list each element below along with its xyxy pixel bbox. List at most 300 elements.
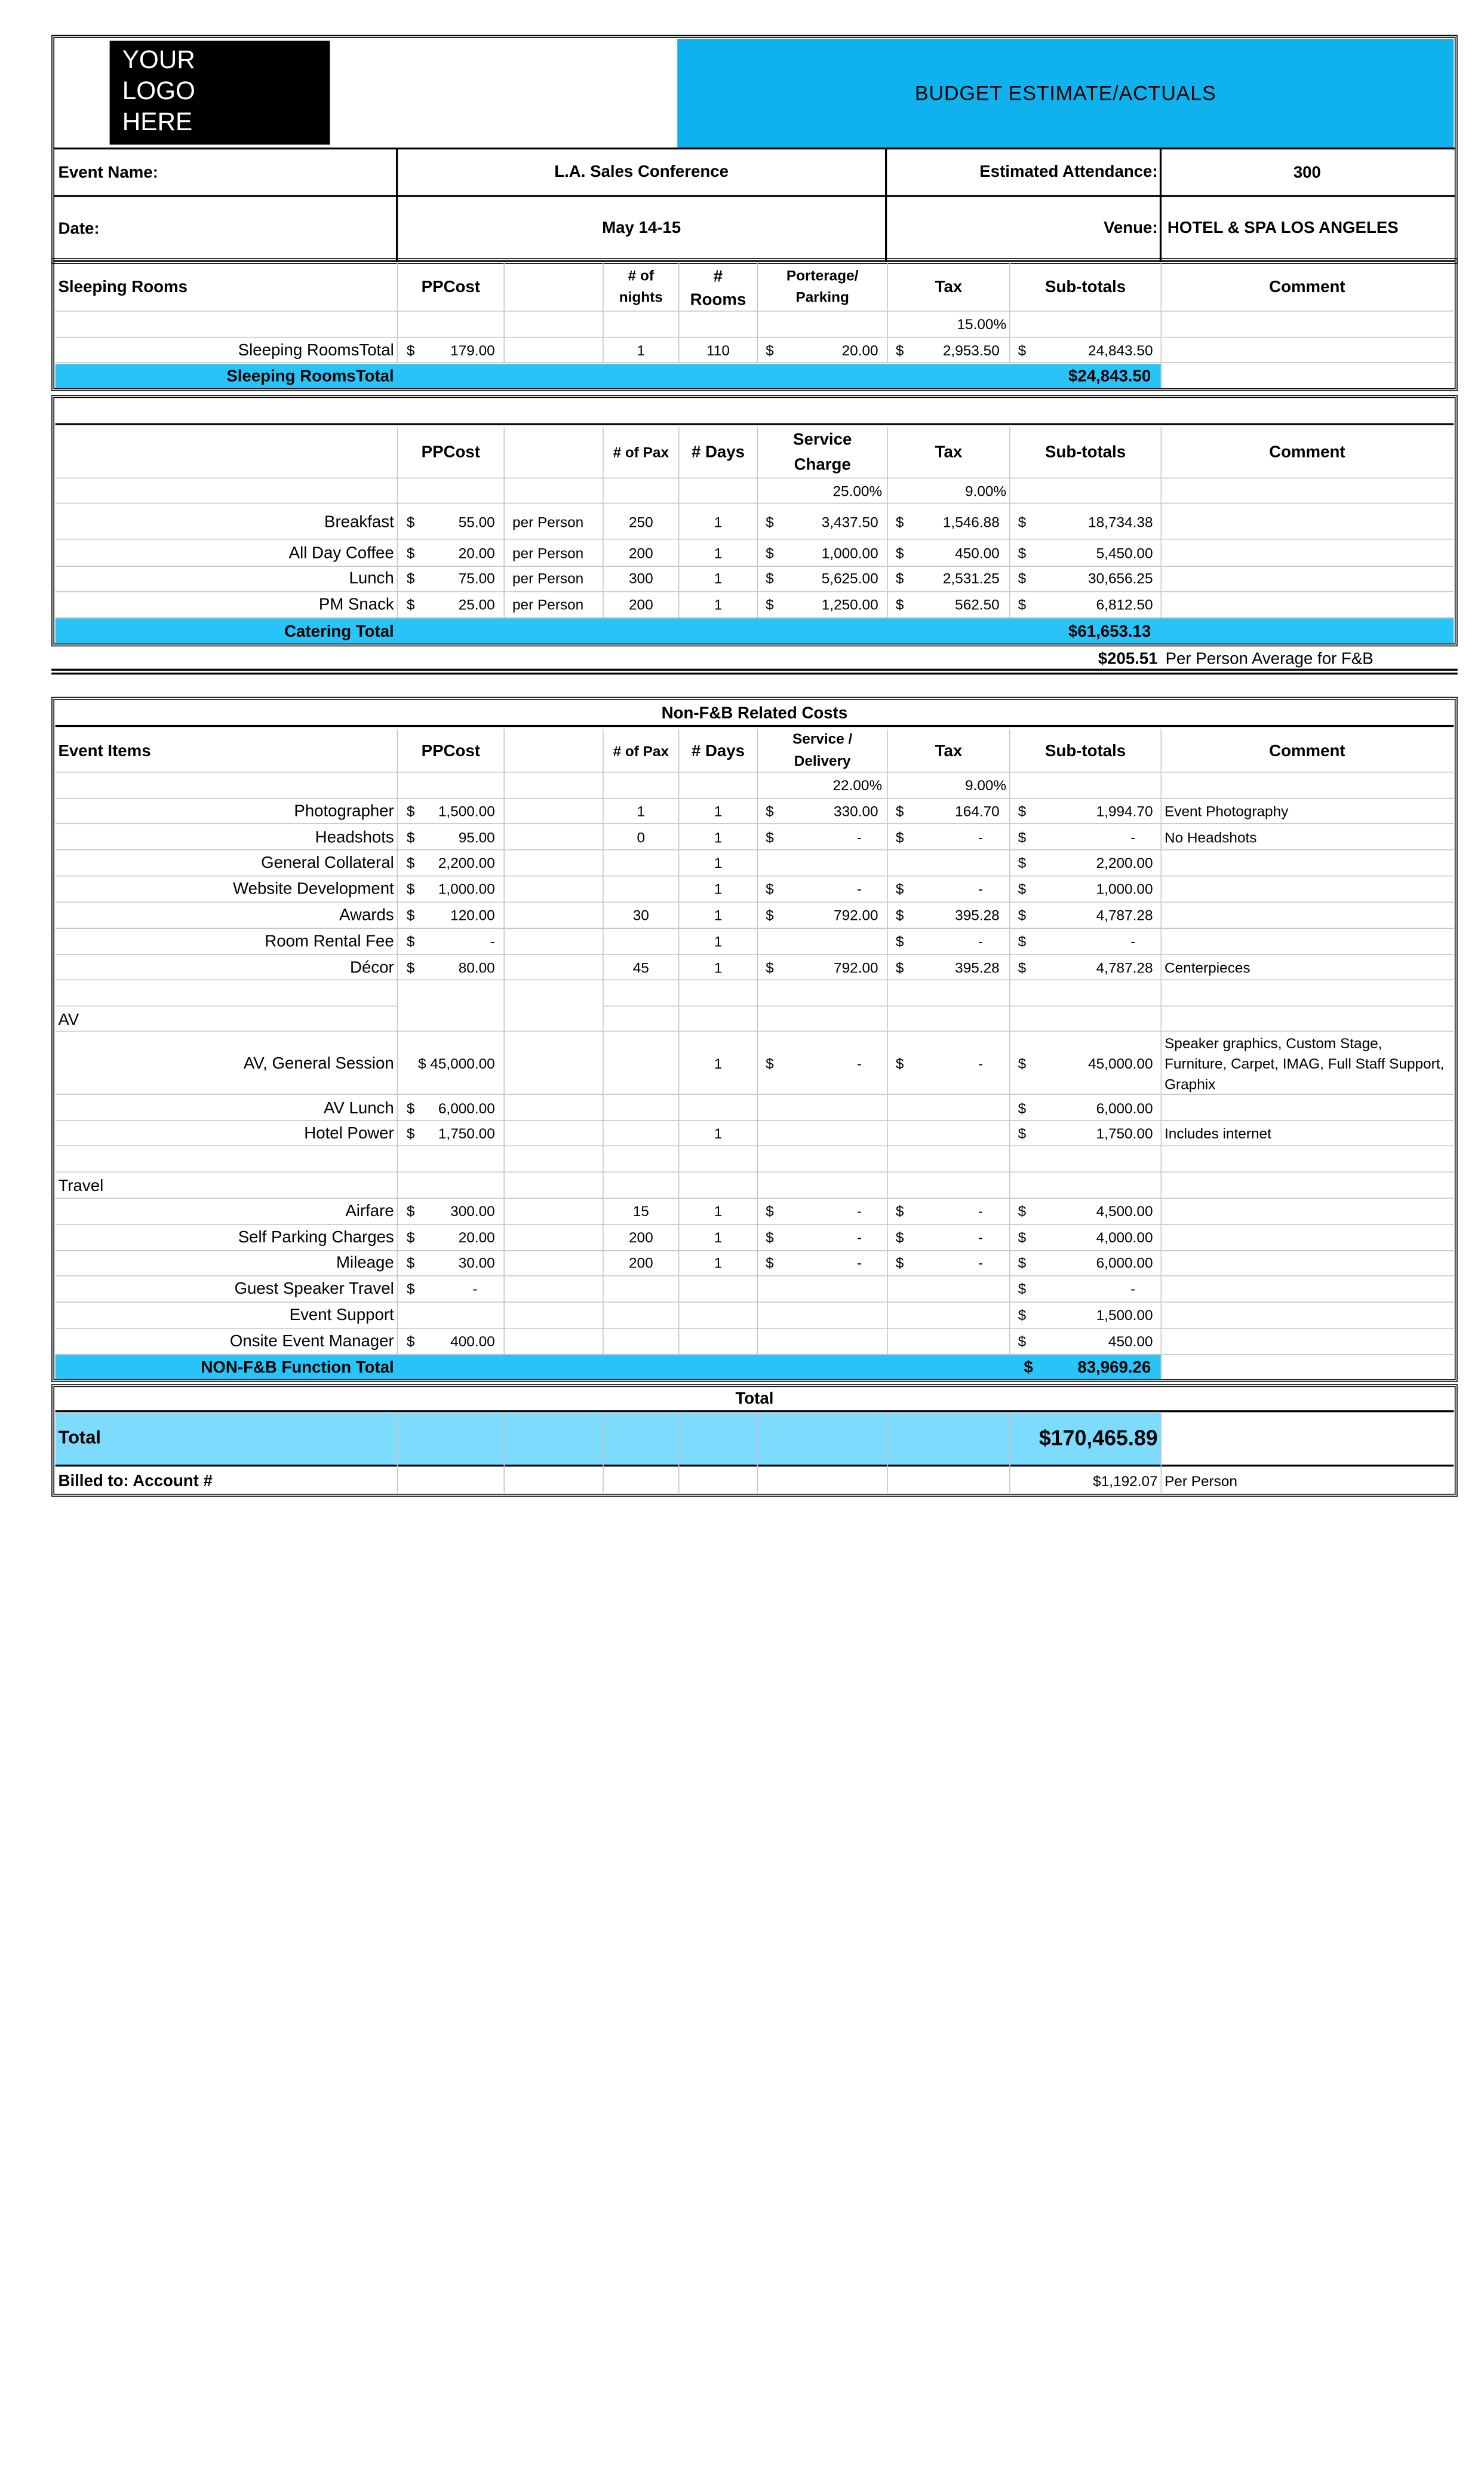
currency: $ (766, 545, 774, 562)
currency: $ (766, 570, 774, 588)
currency: $ (895, 830, 904, 846)
currency: $ (1018, 1100, 1027, 1118)
cell: 200 (628, 597, 653, 613)
non-fb-total-value: 83,969.26 (1077, 1358, 1151, 1377)
cell: - (856, 830, 862, 846)
currency: $ (1018, 830, 1027, 846)
divider (56, 928, 1454, 929)
grand-total-bar (56, 1413, 1161, 1465)
currency: $ (1018, 1056, 1027, 1073)
currency: $ (766, 1056, 774, 1073)
currency: $ (766, 1204, 774, 1220)
divider (397, 1032, 398, 1355)
sleeping-total-value: $24,843.50 (1068, 367, 1151, 386)
cell: - (978, 1056, 984, 1073)
divider (887, 729, 888, 1355)
cell: 55.00 (458, 514, 495, 531)
row-label: Sleeping RoomsTotal (238, 340, 394, 360)
date-label: Date: (58, 219, 100, 238)
currency: $ (1018, 855, 1027, 872)
service-rate: 22.00% (832, 777, 883, 794)
cell: 1 (714, 907, 723, 924)
divider (503, 729, 505, 1355)
cell: 110 (706, 342, 730, 360)
cell: 1,250.00 (821, 597, 878, 613)
currency: $ (1018, 342, 1027, 360)
currency: $ (766, 342, 774, 360)
divider (56, 725, 1454, 727)
col-header: PPCost (421, 443, 480, 461)
cell: 200 (628, 1229, 653, 1247)
cell: 1,000.00 (821, 545, 878, 562)
currency: $ (406, 514, 415, 531)
currency: $ (406, 1204, 415, 1220)
currency: $ (895, 960, 904, 977)
cell: 15 (632, 1204, 649, 1220)
cell: 179.00 (450, 342, 495, 360)
cell: 18,734.38 (1088, 514, 1153, 531)
currency: $ (766, 1255, 774, 1272)
cell: - (490, 934, 495, 950)
currency: $ (895, 881, 904, 898)
divider (56, 478, 1454, 479)
currency: $ (1024, 1358, 1033, 1377)
cell: 1 (714, 855, 723, 872)
cell: 3,437.50 (821, 514, 878, 531)
col-header: Delivery (794, 753, 851, 770)
currency: $ (895, 514, 904, 531)
cell: 45,000.00 (1088, 1056, 1153, 1073)
cell: 1 (714, 545, 723, 562)
col-header: Sub-totals (1045, 741, 1126, 760)
col-header: Service / (792, 730, 853, 748)
divider (56, 1031, 1454, 1032)
cell: 1 (714, 570, 723, 588)
currency: $ (1018, 545, 1027, 562)
row-label: PM Snack (318, 595, 394, 613)
currency: $ (1018, 597, 1027, 613)
cell: per Person (512, 570, 584, 588)
currency: $ (895, 934, 904, 950)
cell: 5,625.00 (821, 570, 878, 588)
travel-group-label: Travel (58, 1176, 104, 1195)
col-header: Rooms (690, 290, 746, 309)
cell: - (856, 1204, 862, 1220)
currency: $ (1018, 1281, 1027, 1298)
cell: 25.00 (458, 597, 495, 613)
col-header: Porterage/ (786, 268, 859, 285)
comment: Includes internet (1165, 1126, 1271, 1143)
currency: $ (1018, 1307, 1027, 1324)
col-header: Sub-totals (1045, 277, 1126, 296)
divider (56, 503, 1454, 504)
currency: $ (1018, 960, 1027, 977)
currency: $ (895, 803, 904, 821)
currency: $ (1018, 803, 1027, 821)
logo-line: LOGO (122, 75, 195, 105)
cell: 6,000.00 (438, 1100, 495, 1118)
cell: 200 (628, 545, 653, 562)
cell: 30 (632, 907, 649, 924)
row-label: General Collateral (261, 853, 394, 872)
currency: $ (766, 803, 774, 821)
cell: 1 (714, 1204, 723, 1220)
service-rate: 25.00% (832, 483, 883, 500)
col-header: Tax (935, 741, 963, 760)
currency: $ (766, 881, 774, 898)
currency: $ (1018, 907, 1027, 924)
currency: $ (766, 830, 774, 846)
col-header: Comment (1269, 443, 1345, 461)
cell: 330.00 (834, 803, 878, 821)
comment: Event Photography (1165, 803, 1289, 821)
row-label: Airfare (345, 1201, 394, 1220)
row-label: AV, General Session (243, 1054, 394, 1073)
logo-placeholder (110, 41, 330, 145)
currency: $ (1018, 514, 1027, 531)
divider (56, 566, 1454, 567)
page-title: BUDGET ESTIMATE/ACTUALS (914, 82, 1216, 105)
per-person-label: Per Person (1165, 1473, 1237, 1490)
cell: 2,200.00 (438, 855, 495, 872)
divider (56, 311, 1454, 312)
cell: 45 (632, 960, 649, 977)
currency: $ (406, 1333, 415, 1350)
cell: per Person (512, 597, 584, 613)
cell: 120.00 (450, 907, 495, 924)
currency: $ (1018, 881, 1027, 898)
cell: 164.70 (955, 803, 1000, 821)
event-name-label: Event Name: (58, 163, 158, 182)
divider (56, 849, 1454, 851)
row-label: Website Development (233, 879, 394, 898)
grand-total-label: Total (58, 1428, 101, 1448)
currency: $ (406, 342, 415, 360)
row-label: Event Support (289, 1305, 394, 1324)
cell: 4,787.28 (1096, 907, 1153, 924)
attendance-value: 300 (1293, 163, 1321, 182)
row-label: Onsite Event Manager (229, 1331, 394, 1350)
col-header: PPCost (421, 741, 480, 760)
col-header: # of (628, 268, 654, 285)
col-header: Tax (935, 277, 963, 296)
grand-total-header: Total (735, 1389, 774, 1408)
col-header: Charge (794, 455, 851, 474)
divider (56, 1354, 1454, 1355)
col-header: # of Pax (613, 444, 669, 461)
cell: 1 (714, 1255, 723, 1272)
comment: No Headshots (1165, 830, 1257, 846)
cell: 1 (637, 803, 646, 821)
cell: 450.00 (1108, 1333, 1153, 1350)
divider (51, 669, 1458, 671)
cell: 4,500.00 (1096, 1204, 1153, 1220)
divider (56, 1275, 1454, 1276)
catering-total-label: Catering Total (284, 622, 394, 641)
currency: $ (766, 907, 774, 924)
cell: 300.00 (450, 1204, 495, 1220)
divider (56, 591, 1454, 593)
row-label: Breakfast (324, 512, 394, 531)
currency: $ (406, 830, 415, 846)
cell: 400.00 (450, 1333, 495, 1350)
cell: 1 (714, 1056, 723, 1073)
col-header: Event Items (58, 741, 151, 760)
catering-total-value: $61,653.13 (1068, 622, 1151, 641)
row-label: Headshots (315, 828, 394, 846)
tax-rate: 9.00% (964, 483, 1007, 500)
cell: 1,000.00 (438, 881, 495, 898)
row-label: Mileage (336, 1253, 394, 1272)
cell: 2,531.25 (942, 570, 1000, 588)
col-header: Service (793, 429, 852, 449)
non-fb-title: Non-F&B Related Costs (661, 704, 848, 722)
cell: 5,450.00 (1096, 545, 1153, 562)
logo-line: HERE (122, 106, 193, 136)
cell: 1 (714, 881, 723, 898)
currency: $ (1018, 934, 1027, 950)
currency: $ (406, 881, 415, 898)
cell: per Person (512, 545, 584, 562)
logo-line: YOUR (122, 44, 195, 74)
cell: 6,000.00 (1096, 1255, 1153, 1272)
divider (56, 337, 1454, 338)
row-label: AV Lunch (323, 1098, 394, 1118)
cell: 1 (637, 342, 646, 360)
divider (503, 427, 505, 618)
divider (56, 980, 1454, 981)
divider (56, 1328, 1454, 1329)
currency: $ (766, 597, 774, 613)
grand-total-value: $170,465.89 (1039, 1426, 1158, 1450)
divider (56, 1120, 1454, 1121)
cell: 1 (714, 934, 723, 950)
cell: - (1130, 934, 1136, 950)
cell: 30,656.25 (1088, 570, 1153, 588)
cell: 792.00 (834, 907, 878, 924)
divider (56, 1198, 1454, 1199)
cell: - (856, 1255, 862, 1272)
row-label: Hotel Power (304, 1124, 394, 1143)
row-label: All Day Coffee (288, 544, 394, 562)
cell: 1,500.00 (1096, 1307, 1153, 1324)
cell: 1,546.88 (942, 514, 1000, 531)
date-value: May 14-15 (602, 218, 681, 237)
cell: - (472, 1281, 478, 1298)
cell: 1 (714, 514, 723, 531)
currency: $ (406, 1229, 415, 1247)
venue-value: HOTEL & SPA LOS ANGELES (1167, 218, 1399, 237)
cell: 1 (714, 1126, 723, 1143)
divider (503, 1413, 505, 1493)
cell: 20.00 (458, 1229, 495, 1247)
attendance-label: Estimated Attendance: (979, 162, 1158, 181)
divider (757, 729, 758, 1355)
divider (56, 954, 1454, 955)
currency: $ (1018, 1255, 1027, 1272)
cell: 80.00 (458, 960, 495, 977)
divider (56, 618, 1454, 619)
sleeping-total-label: Sleeping RoomsTotal (226, 367, 394, 386)
divider (1009, 729, 1010, 1355)
venue-label: Venue: (1104, 218, 1158, 237)
divider (56, 1250, 1454, 1251)
col-header: Sleeping Rooms (58, 277, 188, 296)
currency: $ (895, 1056, 904, 1073)
currency: $ (1018, 1229, 1027, 1247)
cell: - (856, 881, 862, 898)
currency: $ (1018, 1204, 1027, 1220)
tax-rate: 9.00% (964, 777, 1007, 794)
divider (1161, 1413, 1162, 1493)
cell: 300 (628, 570, 653, 588)
currency: $ (895, 1255, 904, 1272)
divider (56, 1224, 1454, 1225)
currency: $ (895, 1229, 904, 1247)
currency: $ (1018, 1126, 1027, 1143)
cell: - (1130, 1281, 1136, 1298)
divider (56, 798, 1454, 799)
cell: 395.28 (955, 960, 1000, 977)
currency: $ (406, 934, 415, 950)
divider (56, 1006, 397, 1007)
divider (887, 1413, 888, 1493)
col-header: # of Pax (613, 743, 669, 760)
col-header: Comment (1269, 277, 1345, 296)
currency: $ (766, 514, 774, 531)
row-label: Décor (350, 957, 394, 977)
col-header: # Days (691, 443, 745, 461)
cell: - (1130, 830, 1136, 846)
divider (56, 772, 1454, 773)
currency: $ (406, 907, 415, 924)
col-header: nights (619, 289, 663, 306)
row-label: Lunch (349, 569, 394, 588)
event-name-value: L.A. Sales Conference (554, 162, 729, 181)
cell: 1 (714, 803, 723, 821)
divider (603, 1413, 604, 1493)
divider (397, 729, 398, 1032)
currency: $ (406, 570, 415, 588)
cell: - (978, 881, 984, 898)
cell: 20.00 (841, 342, 878, 360)
cell: - (978, 934, 984, 950)
divider (56, 1410, 1454, 1412)
cell: 200 (628, 1255, 653, 1272)
non-fb-total-label: NON-F&B Function Total (201, 1358, 394, 1377)
cell: 0 (637, 830, 646, 846)
divider (56, 876, 1454, 877)
cell: 1 (714, 1229, 723, 1247)
cell: 1,994.70 (1096, 803, 1153, 821)
divider (56, 423, 1454, 425)
divider (678, 1413, 680, 1493)
cell: 2,953.50 (942, 342, 1000, 360)
cell: - (978, 1204, 984, 1220)
tax-rate: 15.00% (957, 316, 1007, 333)
divider (56, 1171, 1454, 1172)
cell: - (978, 830, 984, 846)
cell: 6,000.00 (1096, 1100, 1153, 1118)
row-label: Self Parking Charges (238, 1227, 394, 1247)
cell: 1 (714, 960, 723, 977)
currency: $ (766, 1229, 774, 1247)
currency: $ (895, 597, 904, 613)
divider (54, 195, 1455, 197)
row-label: Guest Speaker Travel (234, 1279, 394, 1298)
col-header: PPCost (421, 277, 480, 296)
pp-average-value: $205.51 (1098, 649, 1158, 668)
cell: per Person (512, 514, 584, 531)
currency: $ (406, 545, 415, 562)
divider (56, 1302, 1454, 1303)
cell: 1,750.00 (1096, 1126, 1153, 1143)
currency: $ (895, 570, 904, 588)
currency: $ (406, 1255, 415, 1272)
comment: Speaker graphics, Custom Stage, Furniture, Carpet, IMAG, Full Staff Support, Graphix (1165, 1035, 1445, 1093)
cell: 6,812.50 (1096, 597, 1153, 613)
currency: $ (895, 342, 904, 360)
cell: 30.00 (458, 1255, 495, 1272)
divider (397, 1413, 398, 1493)
cell: 1,500.00 (438, 803, 495, 821)
cell: - (978, 1255, 984, 1272)
per-person-value: $1,192.07 (1093, 1473, 1158, 1490)
col-header: # (713, 266, 723, 286)
title-bar (677, 39, 1454, 149)
currency: $ (895, 1204, 904, 1220)
col-header: Comment (1269, 741, 1345, 760)
row-label: Photographer (294, 802, 394, 821)
divider (56, 1146, 1454, 1147)
cell: 1,000.00 (1096, 881, 1153, 898)
divider (56, 1465, 1454, 1466)
col-header: Parking (795, 289, 849, 306)
divider (757, 1413, 758, 1493)
cell: 4,000.00 (1096, 1229, 1153, 1247)
col-header: # Days (691, 741, 745, 760)
divider (51, 673, 1458, 674)
divider (56, 539, 1454, 540)
row-label: Awards (339, 906, 394, 924)
col-header: Tax (935, 443, 963, 461)
currency: $ (895, 907, 904, 924)
cell: 395.28 (955, 907, 1000, 924)
currency: $ (406, 1100, 415, 1118)
row-label: Room Rental Fee (265, 932, 394, 950)
currency: $ (1018, 570, 1027, 588)
currency: $ (406, 960, 415, 977)
cell: 1 (714, 597, 723, 613)
currency: $ (406, 803, 415, 821)
cell: 1,750.00 (438, 1126, 495, 1143)
divider (56, 902, 1454, 903)
col-header: Sub-totals (1045, 443, 1126, 461)
currency: $ (1018, 1333, 1027, 1350)
currency: $ (895, 545, 904, 562)
cell: 562.50 (955, 597, 1000, 613)
cell: $ 45,000.00 (417, 1056, 495, 1073)
comment: Centerpieces (1165, 960, 1251, 977)
cell: 20.00 (458, 545, 495, 562)
divider (503, 262, 505, 363)
cell: - (856, 1056, 862, 1073)
pp-average-label: Per Person Average for F&B (1165, 649, 1374, 668)
cell: 75.00 (458, 570, 495, 588)
billed-to-label: Billed to: Account # (58, 1471, 213, 1490)
cell: 24,843.50 (1088, 342, 1153, 360)
cell: 95.00 (458, 830, 495, 846)
